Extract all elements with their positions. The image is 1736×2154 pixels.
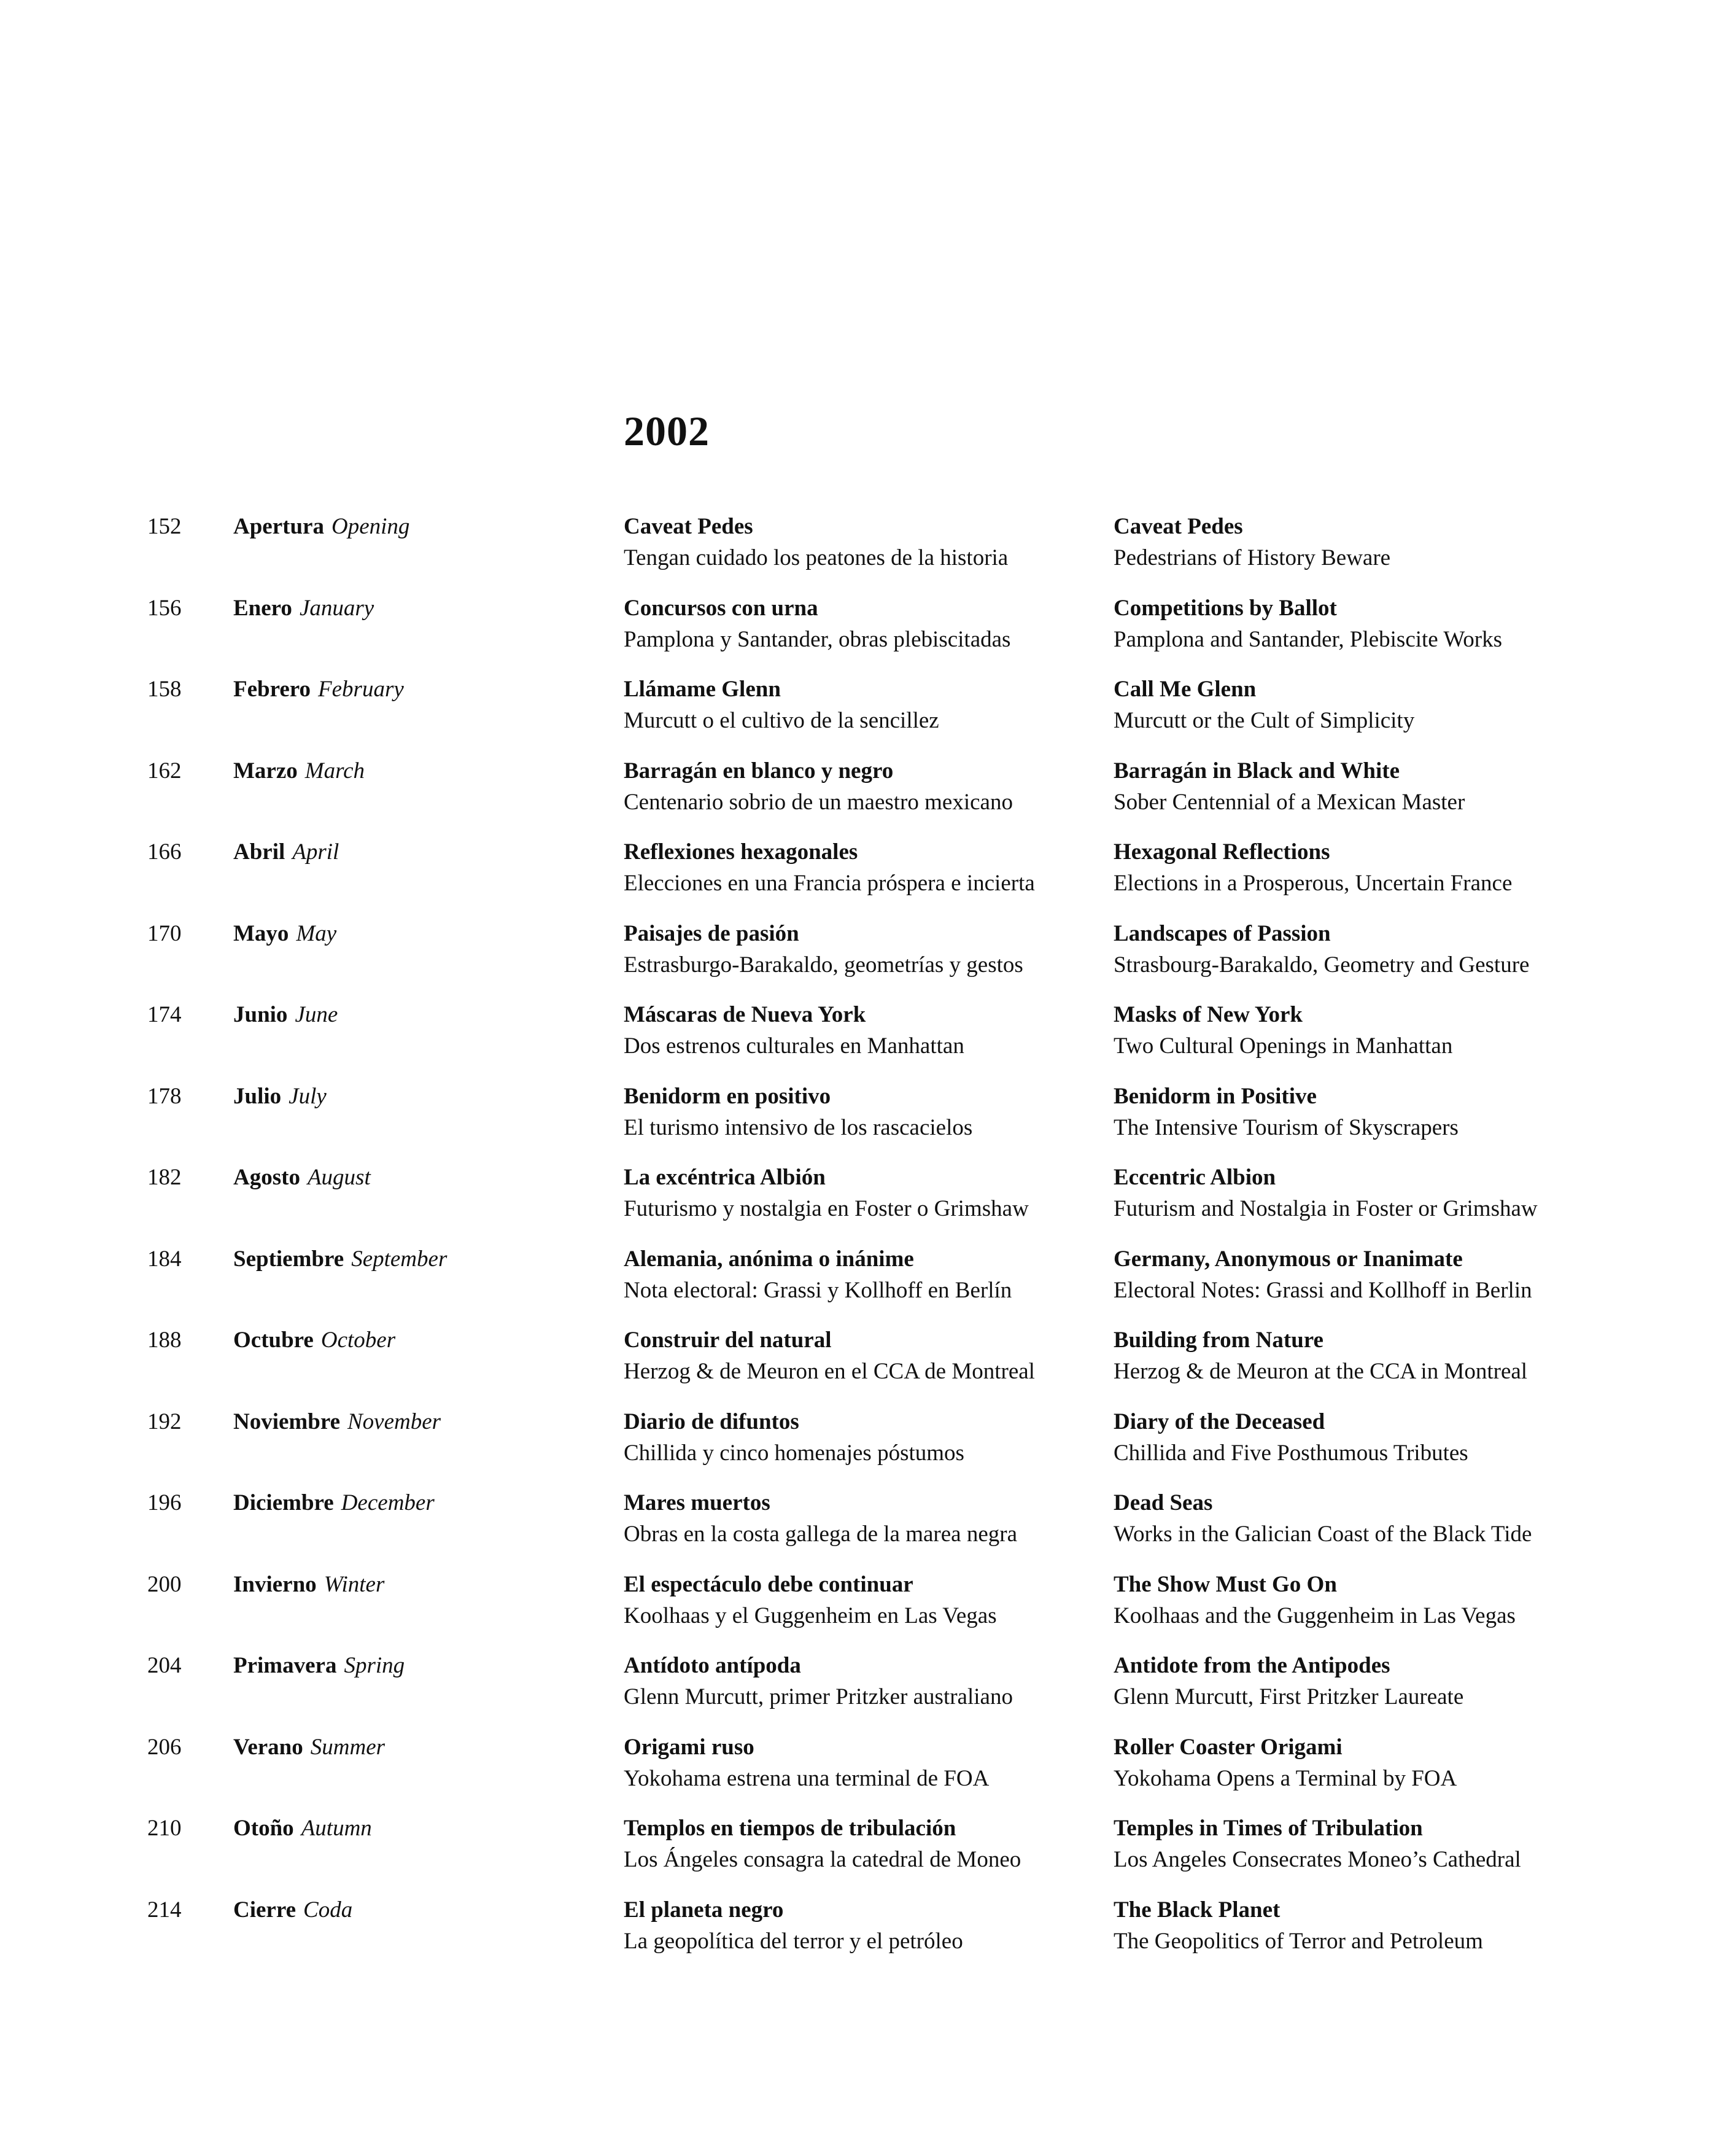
entry-subtitle-spanish: Yokohama estrena una terminal de FOA [624, 1766, 990, 1791]
entry-subtitle-english: Chillida and Five Posthumous Tributes [1114, 1441, 1468, 1466]
entry-title-english: Roller Coaster Origami [1114, 1735, 1343, 1760]
entry-section-english: October [320, 1328, 396, 1353]
entry-spanish-column [624, 674, 939, 736]
entry-subtitle-spanish: Centenario sobrio de un maestro mexicano [624, 790, 1013, 815]
entry-title-spanish: Origami ruso [624, 1735, 754, 1760]
entry-section [233, 999, 338, 1030]
entry-title-english: The Black Planet [1114, 1897, 1281, 1923]
entry-section-english: Winter [324, 1572, 385, 1597]
entry-page-number: 184 [147, 1246, 182, 1272]
entry-english-column [1114, 674, 1414, 736]
entry-subtitle-english: Pamplona and Santander, Plebiscite Works [1114, 627, 1502, 652]
entry-english-column [1114, 1569, 1516, 1631]
entry-english-column [1114, 918, 1529, 981]
toc-entry [0, 836, 1736, 917]
entry-title-spanish: El planeta negro [624, 1897, 784, 1923]
entry-page-number: 156 [147, 596, 182, 621]
entry-english-column [1114, 1162, 1538, 1224]
entry-title-spanish: Antídoto antípoda [624, 1653, 801, 1678]
entry-section-spanish: Cierre [233, 1897, 296, 1923]
entry-page-number: 200 [147, 1572, 182, 1597]
entry-page-number: 174 [147, 1002, 182, 1027]
entry-subtitle-english: Yokohama Opens a Terminal by FOA [1114, 1766, 1457, 1791]
entry-subtitle-spanish: Dos estrenos culturales en Manhattan [624, 1033, 964, 1059]
entry-page-number: 192 [147, 1409, 182, 1434]
entry-title-spanish: Benidorm en positivo [624, 1084, 831, 1109]
entry-title-spanish: Diario de difuntos [624, 1409, 799, 1434]
entry-title-english: Landscapes of Passion [1114, 921, 1331, 946]
entry-section-english: March [304, 758, 365, 783]
entry-title-spanish: Llámame Glenn [624, 677, 781, 702]
entry-subtitle-english: Works in the Galician Coast of the Black Tide [1114, 1522, 1532, 1547]
entry-subtitle-english: Pedestrians of History Beware [1114, 545, 1391, 570]
entry-english-column [1114, 1732, 1457, 1794]
toc-entry [0, 755, 1736, 836]
entry-title-english: Antidote from the Antipodes [1114, 1653, 1390, 1678]
entry-section-english: January [299, 596, 374, 621]
entry-spanish-column [624, 1569, 997, 1631]
entry-section [233, 1162, 371, 1193]
entry-title-spanish: Reflexiones hexagonales [624, 839, 858, 865]
entry-page-number: 214 [147, 1897, 182, 1923]
entry-title-english: Temples in Times of Tribulation [1114, 1816, 1423, 1841]
entry-subtitle-spanish: Pamplona y Santander, obras plebiscitadas [624, 627, 1011, 652]
entry-section [233, 1243, 447, 1275]
entry-spanish-column [624, 1081, 972, 1143]
entry-subtitle-english: The Intensive Tourism of Skyscrapers [1114, 1115, 1459, 1140]
entry-english-column [1114, 593, 1502, 655]
entry-title-spanish: La excéntrica Albión [624, 1165, 826, 1190]
entry-section-english: February [318, 677, 404, 702]
entry-spanish-column [624, 918, 1023, 981]
entry-section-english: Summer [310, 1735, 386, 1760]
entry-page-number: 178 [147, 1084, 182, 1109]
entry-page-number: 204 [147, 1653, 182, 1678]
toc-entry [0, 1324, 1736, 1406]
toc-entry [0, 1650, 1736, 1731]
entry-subtitle-spanish: Futurismo y nostalgia en Foster o Grimshaw [624, 1196, 1029, 1221]
entry-subtitle-english: Herzog & de Meuron at the CCA in Montreal [1114, 1359, 1528, 1384]
entry-spanish-column [624, 1324, 1035, 1387]
page-title: 2002 [624, 408, 710, 454]
entry-subtitle-spanish: Los Ángeles consagra la catedral de Moneo [624, 1847, 1021, 1872]
entry-subtitle-english: The Geopolitics of Terror and Petroleum [1114, 1929, 1483, 1954]
entry-section-spanish: Octubre [233, 1328, 314, 1353]
entry-english-column [1114, 1894, 1483, 1957]
entry-english-column [1114, 1650, 1463, 1713]
entry-title-english: Masks of New York [1114, 1002, 1303, 1027]
toc-entry [0, 1406, 1736, 1487]
entry-spanish-column [624, 1894, 963, 1957]
entry-english-column [1114, 1243, 1532, 1306]
entry-english-column [1114, 755, 1465, 818]
entry-section-english: December [341, 1490, 435, 1515]
entry-section-english: July [289, 1084, 327, 1109]
entry-subtitle-english: Koolhaas and the Guggenheim in Las Vegas [1114, 1603, 1516, 1628]
entry-title-english: Germany, Anonymous or Inanimate [1114, 1246, 1463, 1272]
entry-title-spanish: Máscaras de Nueva York [624, 1002, 866, 1027]
entry-subtitle-spanish: La geopolítica del terror y el petróleo [624, 1929, 963, 1954]
entry-section-spanish: Julio [233, 1084, 282, 1109]
entry-spanish-column [624, 1732, 989, 1794]
entry-section-english: August [307, 1165, 371, 1190]
entry-page-number: 188 [147, 1328, 182, 1353]
entry-page-number: 210 [147, 1816, 182, 1841]
entry-section-english: Spring [344, 1653, 405, 1678]
entry-section-english: Autumn [301, 1816, 372, 1841]
entry-section-spanish: Mayo [233, 921, 289, 946]
entry-spanish-column [624, 755, 1013, 818]
entry-subtitle-english: Murcutt or the Cult of Simplicity [1114, 708, 1415, 733]
entry-page-number: 196 [147, 1490, 182, 1515]
entry-spanish-column [624, 1813, 1021, 1875]
entry-subtitle-spanish: Chillida y cinco homenajes póstumos [624, 1441, 964, 1466]
toc-entry [0, 918, 1736, 999]
entry-spanish-column [624, 1487, 1017, 1550]
entry-title-english: Competitions by Ballot [1114, 596, 1337, 621]
entry-title-spanish: Construir del natural [624, 1328, 832, 1353]
entry-section [233, 1406, 441, 1437]
entry-subtitle-spanish: Estrasburgo-Barakaldo, geometrías y gestos [624, 952, 1023, 978]
entry-spanish-column [624, 1243, 1012, 1306]
entry-subtitle-english: Glenn Murcutt, First Pritzker Laureate [1114, 1684, 1464, 1709]
entry-page-number: 182 [147, 1165, 182, 1190]
toc-entry [0, 1813, 1736, 1894]
entry-section [233, 1569, 384, 1600]
entry-section [233, 511, 409, 542]
entry-spanish-column [624, 1162, 1029, 1224]
entry-section-spanish: Febrero [233, 677, 311, 702]
entry-spanish-column [624, 511, 1008, 573]
entry-section [233, 1324, 395, 1356]
toc-entry [0, 1569, 1736, 1650]
entry-page-number: 170 [147, 921, 182, 946]
entry-section-spanish: Primavera [233, 1653, 337, 1678]
entry-section-spanish: Marzo [233, 758, 298, 783]
entry-subtitle-english: Electoral Notes: Grassi and Kollhoff in Berlin [1114, 1278, 1532, 1303]
toc-entry [0, 999, 1736, 1080]
entry-subtitle-spanish: Elecciones en una Francia próspera e incierta [624, 871, 1035, 896]
entry-title-english: Diary of the Deceased [1114, 1409, 1325, 1434]
entry-section [233, 918, 336, 949]
entry-subtitle-spanish: Koolhaas y el Guggenheim en Las Vegas [624, 1603, 997, 1628]
toc-entry [0, 1081, 1736, 1162]
entry-english-column [1114, 1081, 1459, 1143]
toc-entry [0, 1894, 1736, 1975]
entry-title-spanish: Paisajes de pasión [624, 921, 799, 946]
entry-section [233, 1487, 435, 1518]
entry-title-english: Benidorm in Positive [1114, 1084, 1317, 1109]
entry-section [233, 1732, 385, 1763]
entry-page-number: 166 [147, 839, 182, 865]
entry-page-number: 162 [147, 758, 182, 783]
entry-section-spanish: Junio [233, 1002, 288, 1027]
entry-title-spanish: Alemania, anónima o inánime [624, 1246, 914, 1272]
entry-subtitle-english: Futurism and Nostalgia in Foster or Grimshaw [1114, 1196, 1538, 1221]
entry-spanish-column [624, 999, 964, 1062]
toc-entry [0, 1243, 1736, 1324]
entry-title-spanish: El espectáculo debe continuar [624, 1572, 913, 1597]
toc-entry [0, 1487, 1736, 1568]
entry-section-spanish: Otoño [233, 1816, 294, 1841]
entry-section-spanish: Apertura [233, 514, 324, 539]
entry-section-english: Coda [303, 1897, 353, 1923]
entry-title-spanish: Mares muertos [624, 1490, 770, 1515]
entry-section [233, 1081, 327, 1112]
entry-section-english: June [295, 1002, 338, 1027]
entry-english-column [1114, 511, 1390, 573]
entry-english-column [1114, 1813, 1521, 1875]
entry-section-english: April [292, 839, 339, 865]
entry-english-column [1114, 1324, 1527, 1387]
entry-subtitle-spanish: Obras en la costa gallega de la marea negra [624, 1522, 1017, 1547]
entry-section-english: November [347, 1409, 441, 1434]
entry-section [233, 1894, 352, 1926]
entry-section-english: September [351, 1246, 448, 1272]
entry-section [233, 1650, 405, 1681]
entry-title-english: Call Me Glenn [1114, 677, 1257, 702]
entry-section [233, 836, 339, 868]
entry-title-english: Building from Nature [1114, 1328, 1323, 1353]
entry-english-column [1114, 836, 1512, 899]
entry-english-column [1114, 1406, 1468, 1469]
entry-section-spanish: Septiembre [233, 1246, 344, 1272]
entry-title-spanish: Caveat Pedes [624, 514, 753, 539]
entry-title-english: Hexagonal Reflections [1114, 839, 1330, 865]
entry-subtitle-english: Two Cultural Openings in Manhattan [1114, 1033, 1453, 1059]
entry-page-number: 158 [147, 677, 182, 702]
entry-spanish-column [624, 593, 1010, 655]
entry-subtitle-spanish: Murcutt o el cultivo de la sencillez [624, 708, 939, 733]
entry-title-english: Dead Seas [1114, 1490, 1213, 1515]
entry-title-english: Barragán in Black and White [1114, 758, 1400, 783]
entry-section-spanish: Enero [233, 596, 292, 621]
toc-entry [0, 674, 1736, 755]
entry-spanish-column [624, 1650, 1013, 1713]
entry-section-spanish: Verano [233, 1735, 303, 1760]
entry-subtitle-spanish: Tengan cuidado los peatones de la historia [624, 545, 1009, 570]
entry-subtitle-english: Los Angeles Consecrates Moneo’s Cathedral [1114, 1847, 1521, 1872]
entry-page-number: 206 [147, 1735, 182, 1760]
entry-section-spanish: Abril [233, 839, 285, 865]
entry-section-spanish: Agosto [233, 1165, 300, 1190]
entry-title-spanish: Barragán en blanco y negro [624, 758, 894, 783]
entry-section-english: May [296, 921, 337, 946]
entry-spanish-column [624, 1406, 964, 1469]
entry-spanish-column [624, 836, 1035, 899]
entry-subtitle-spanish: El turismo intensivo de los rascacielos [624, 1115, 973, 1140]
entry-section-spanish: Noviembre [233, 1409, 340, 1434]
entry-subtitle-english: Strasbourg-Barakaldo, Geometry and Gesture [1114, 952, 1530, 978]
toc-entry [0, 1162, 1736, 1243]
entry-section-english: Opening [331, 514, 410, 539]
entry-subtitle-spanish: Nota electoral: Grassi y Kollhoff en Berlín [624, 1278, 1012, 1303]
entry-title-english: The Show Must Go On [1114, 1572, 1337, 1597]
entry-section [233, 755, 365, 787]
entry-page-number: 152 [147, 514, 182, 539]
entry-title-spanish: Concursos con urna [624, 596, 818, 621]
entry-title-english: Caveat Pedes [1114, 514, 1243, 539]
entry-section [233, 593, 374, 624]
entry-section [233, 674, 404, 705]
entry-title-spanish: Templos en tiempos de tribulación [624, 1816, 956, 1841]
entry-english-column [1114, 999, 1452, 1062]
entry-section-spanish: Invierno [233, 1572, 317, 1597]
entry-subtitle-english: Sober Centennial of a Mexican Master [1114, 790, 1465, 815]
entry-subtitle-spanish: Herzog & de Meuron en el CCA de Montreal [624, 1359, 1035, 1384]
entry-section-spanish: Diciembre [233, 1490, 334, 1515]
entry-subtitle-spanish: Glenn Murcutt, primer Pritzker australiano [624, 1684, 1013, 1709]
toc-entry [0, 593, 1736, 674]
toc-entry [0, 511, 1736, 592]
entry-english-column [1114, 1487, 1532, 1550]
entry-subtitle-english: Elections in a Prosperous, Uncertain France [1114, 871, 1513, 896]
entry-title-english: Eccentric Albion [1114, 1165, 1276, 1190]
toc-entry [0, 1732, 1736, 1813]
entry-section [233, 1813, 372, 1844]
